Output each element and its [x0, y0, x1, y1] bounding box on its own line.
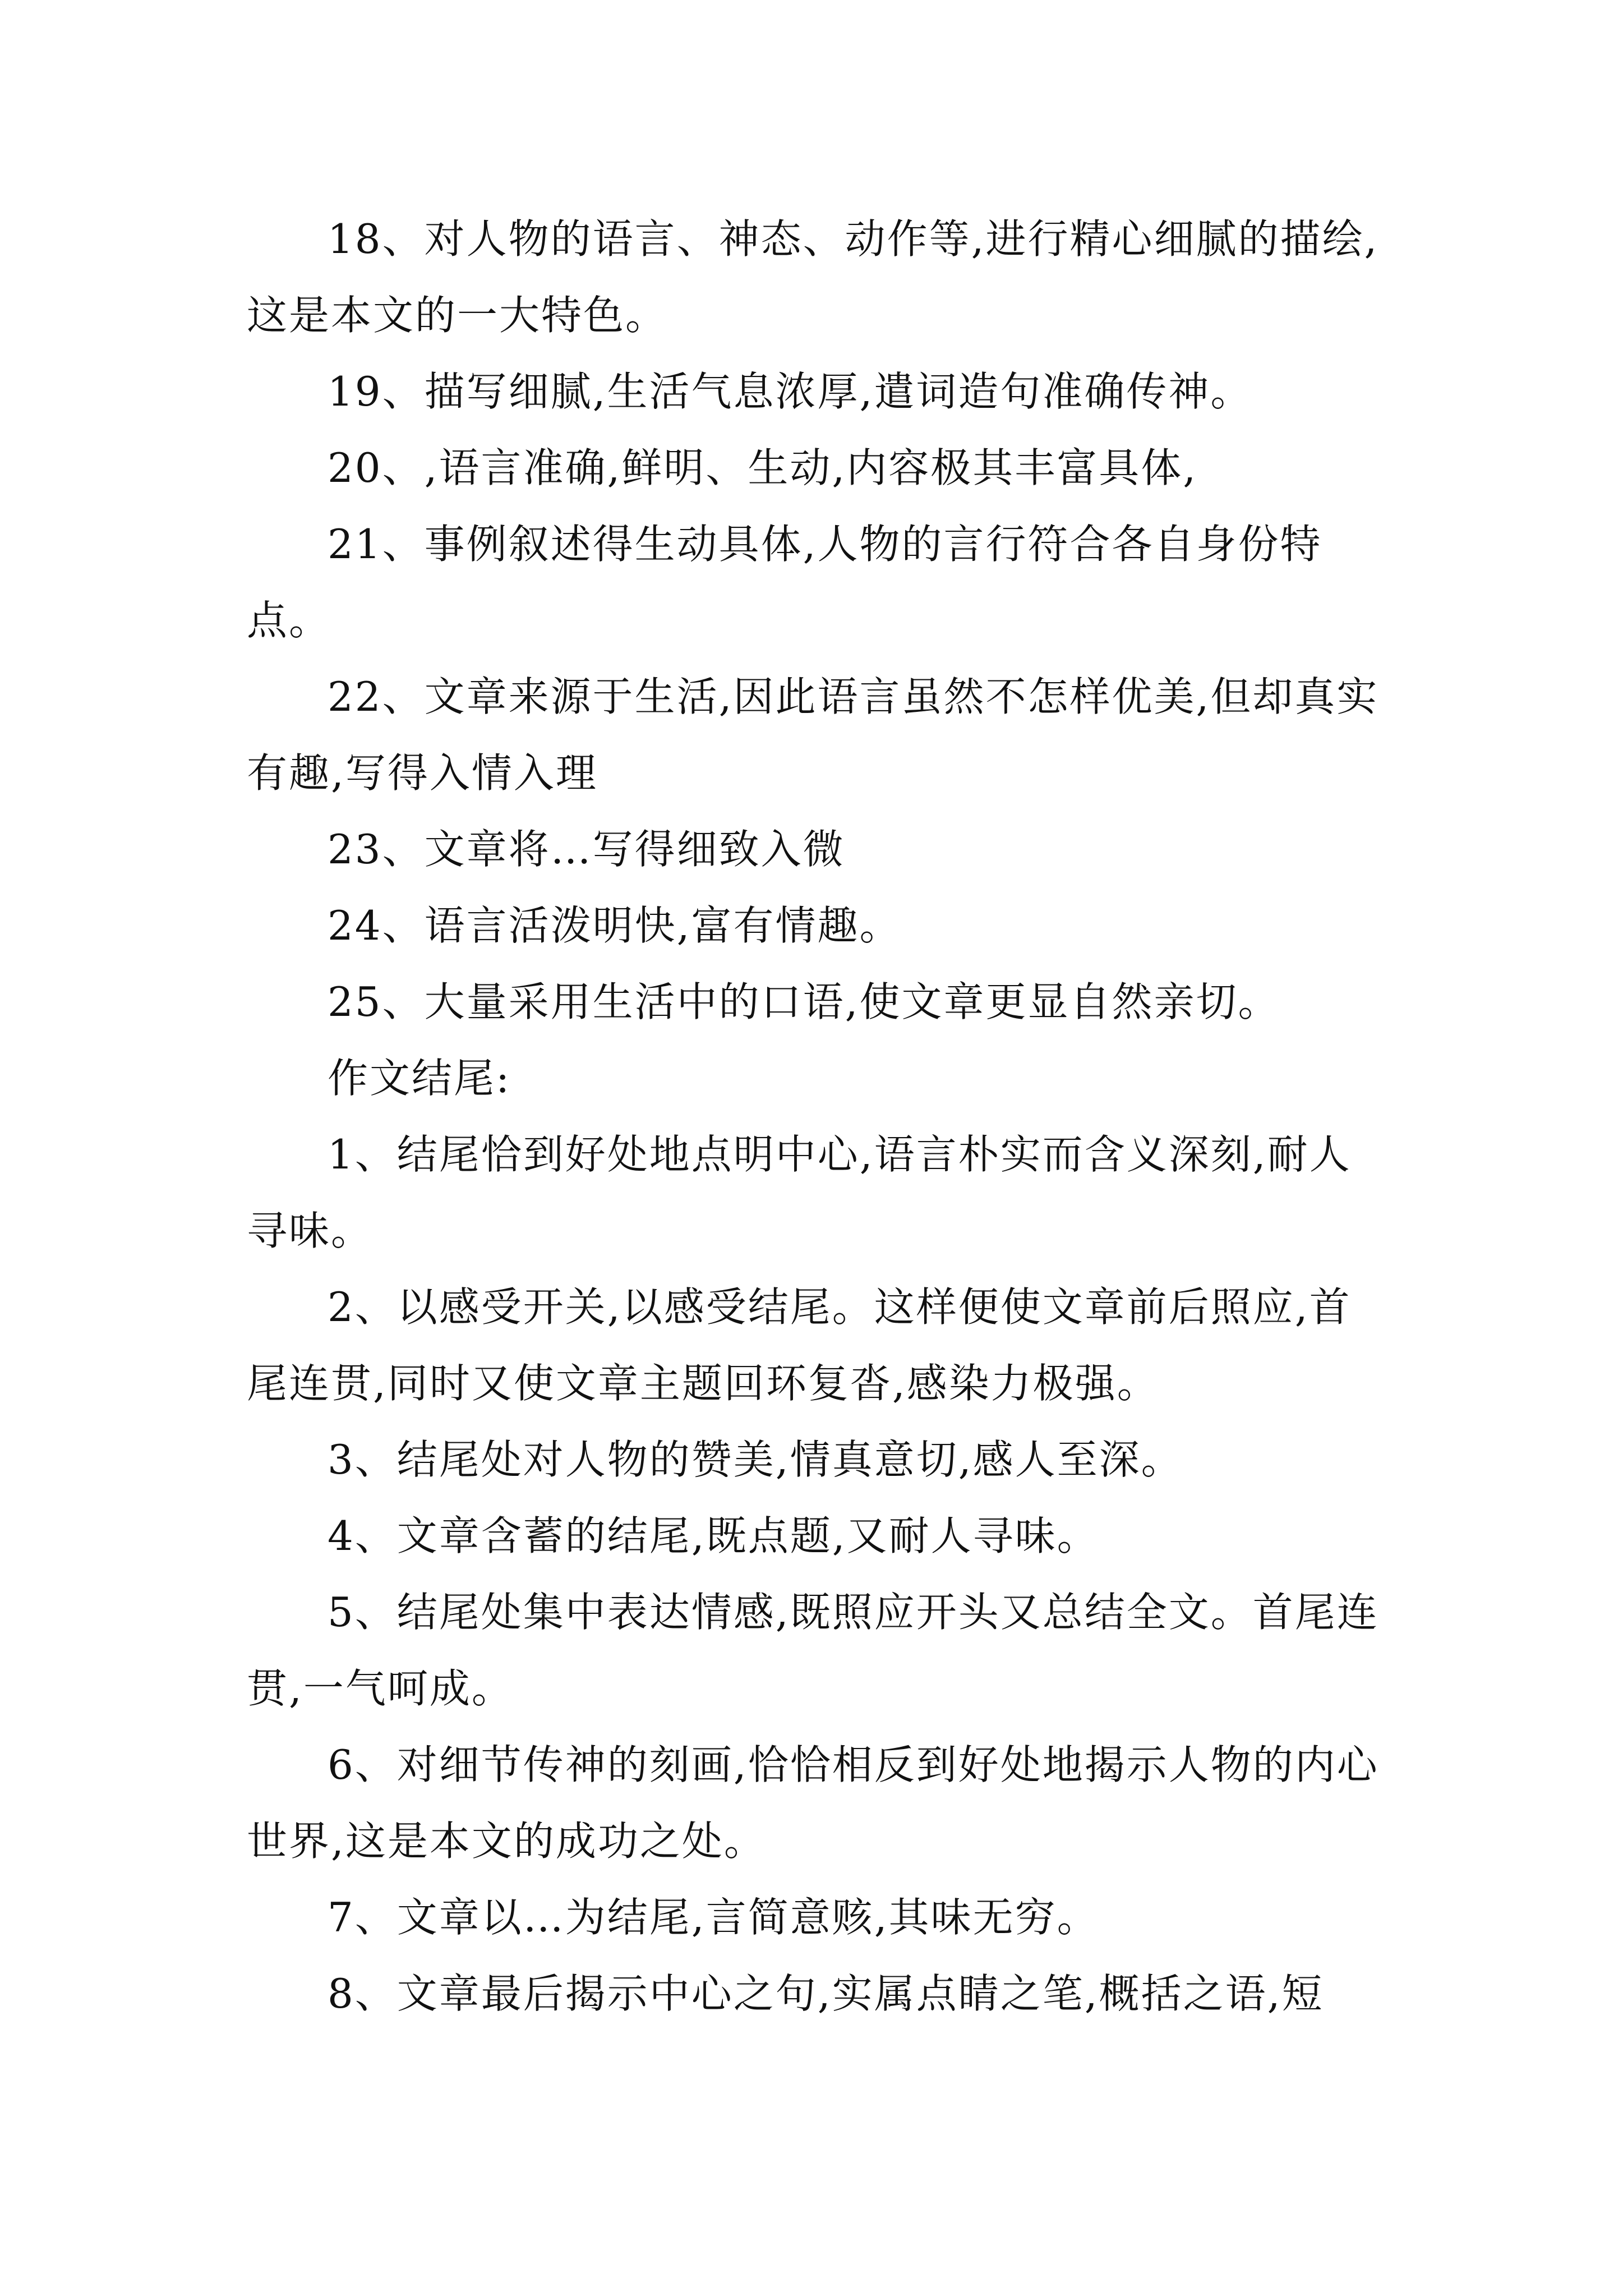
paragraph-item-22: 22、文章来源于生活,因此语言虽然不怎样优美,但却真实有趣,写得入情入理	[247, 673, 1379, 797]
ending-item-8: 8、文章最后揭示中心之句,实属点睛之笔,概括之语,短	[328, 1970, 1324, 2017]
paragraph-item-19: 19、描写细腻,生活气息浓厚,遣词造句准确传神。	[328, 368, 1253, 415]
ending-item-2: 2、以感受开关,以感受结尾。这样便使文章前后照应,首尾连贯,同时又使文章主题回环复沓,感染力极强。	[247, 1283, 1352, 1407]
paragraph-item-18: 18、对人物的语言、神态、动作等,进行精心细腻的描绘,这是本文的一大特色。	[247, 215, 1379, 339]
ending-item-7: 7、文章以…为结尾,言简意赅,其味无穷。	[328, 1894, 1099, 1941]
ending-item-3: 3、结尾处对人物的赞美,情真意切,感人至深。	[328, 1436, 1183, 1483]
paragraph-item-23: 23、文章将…写得细致入微	[328, 826, 845, 873]
ending-item-6: 6、对细节传神的刻画,恰恰相反到好处地揭示人物的内心世界,这是本文的成功之处。	[247, 1741, 1379, 1865]
paragraph-item-21: 21、事例叙述得生动具体,人物的言行符合各自身份特点。	[247, 521, 1322, 644]
ending-item-4: 4、文章含蓄的结尾,既点题,又耐人寻味。	[328, 1512, 1099, 1559]
ending-item-1: 1、结尾恰到好处地点明中心,语言朴实而含义深刻,耐人寻味。	[247, 1131, 1352, 1254]
section-heading-ending: 作文结尾:	[328, 1055, 511, 1102]
paragraph-item-20: 20、,语言准确,鲜明、生动,内容极其丰富具体,	[328, 444, 1198, 491]
paragraph-item-25: 25、大量采用生活中的口语,使文章更显自然亲切。	[328, 978, 1280, 1025]
paragraph-item-24: 24、语言活泼明快,富有情趣。	[328, 902, 902, 949]
ending-item-5: 5、结尾处集中表达情感,既照应开头又总结全文。首尾连贯,一气呵成。	[247, 1589, 1379, 1712]
document-body	[247, 201, 1385, 2032]
